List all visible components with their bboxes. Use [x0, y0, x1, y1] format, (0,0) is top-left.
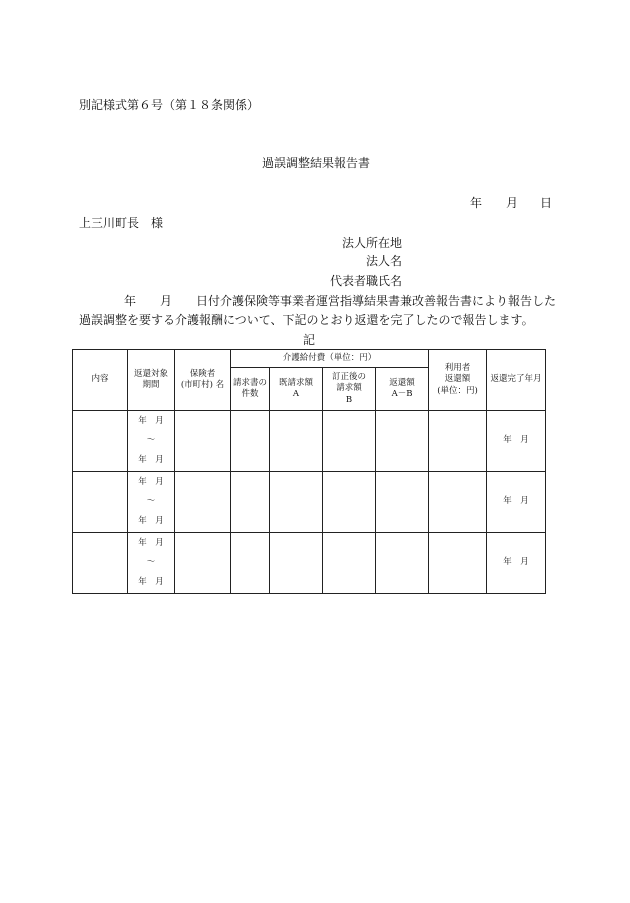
header-refund-amount	[376, 368, 429, 411]
body-text: 日付介護保険等事業者運営指導結果書兼改善報告書により報告した	[196, 294, 557, 308]
header-corrected-claim	[323, 368, 376, 411]
cell-period	[128, 533, 175, 594]
cell-claims-count	[231, 411, 270, 472]
cell-already-claimed	[270, 533, 323, 594]
cell-corrected-claim	[323, 411, 376, 472]
table-row	[73, 472, 546, 533]
header-care-fee-group: 介護給付費（単位：円）	[231, 350, 429, 368]
refund-table	[72, 349, 546, 594]
period-from: 年 月	[138, 416, 164, 426]
cell-completion: 年 月	[487, 533, 546, 594]
cell-period	[128, 411, 175, 472]
ki-label: 記	[303, 333, 316, 347]
cell-user-refund	[429, 533, 487, 594]
table-row	[73, 411, 546, 472]
body-line-2: 過誤調整を要する介護報酬について、下記のとおり返還を完了したので報告します。	[79, 313, 534, 327]
period-tilde: ～	[146, 496, 156, 507]
header-corrected-claim-line1: 訂正後の	[331, 371, 366, 382]
cell-claims-count	[231, 472, 270, 533]
header-claims-count-line1: 請求書の	[232, 377, 267, 388]
body-year: 年	[124, 294, 137, 308]
cell-user-refund	[429, 472, 487, 533]
date-month: 月	[506, 196, 519, 210]
period-from: 年 月	[138, 477, 164, 487]
cell-claims-count	[231, 533, 270, 594]
cell-completion: 年 月	[487, 411, 546, 472]
cell-already-claimed	[270, 472, 323, 533]
period-to: 年 月	[138, 576, 164, 587]
header-insurer	[175, 350, 231, 411]
cell-period	[128, 472, 175, 533]
header-claims-count-line2: 件数	[241, 389, 259, 399]
header-refund-amount-line1: 返還額	[389, 377, 415, 388]
header-user-refund	[429, 350, 487, 411]
cell-insurer	[175, 533, 231, 594]
cell-corrected-claim	[323, 472, 376, 533]
period-from: 年 月	[138, 538, 164, 548]
header-insurer-line2: (市町村) 名	[180, 380, 225, 390]
header-user-refund-line1: 利用者	[444, 362, 471, 373]
period-to: 年 月	[138, 454, 164, 465]
addressee: 上三川町長 様	[79, 216, 164, 230]
period-tilde: ～	[146, 435, 156, 446]
cell-content	[73, 533, 128, 594]
table-row	[73, 533, 546, 594]
header-user-refund-line3: (単位：円)	[437, 385, 478, 396]
header-corrected-claim-line3: B	[345, 394, 353, 405]
header-refund-amount-line2: A－B	[391, 389, 413, 399]
period-tilde: ～	[146, 557, 156, 568]
cell-insurer	[175, 411, 231, 472]
form-number: 別記様式第６号（第１８条関係）	[79, 98, 260, 112]
header-corrected-claim-line2: 請求額	[336, 383, 362, 394]
cell-refund-amount	[376, 533, 429, 594]
document-title: 過誤調整結果報告書	[262, 156, 371, 170]
representative-label: 代表者職氏名	[330, 274, 403, 288]
cell-insurer	[175, 472, 231, 533]
corp-address-label: 法人所在地	[342, 236, 403, 250]
header-insurer-line1: 保険者	[189, 368, 216, 379]
date-day: 日	[540, 196, 553, 210]
header-content: 内容	[73, 350, 128, 411]
date-year: 年	[470, 196, 483, 210]
body-month: 月	[160, 294, 173, 308]
period-to: 年 月	[138, 515, 164, 526]
cell-corrected-claim	[323, 533, 376, 594]
cell-content	[73, 411, 128, 472]
cell-refund-amount	[376, 472, 429, 533]
header-user-refund-line2: 返還額	[444, 374, 471, 385]
header-already-claimed-line2: A	[292, 389, 300, 399]
corp-name-label: 法人名	[366, 254, 403, 268]
cell-completion: 年 月	[487, 472, 546, 533]
cell-content	[73, 472, 128, 533]
header-already-claimed	[270, 368, 323, 411]
header-target-period	[128, 350, 175, 411]
header-claims-count	[231, 368, 270, 411]
header-refund-completion: 返還完了年月	[487, 350, 546, 411]
header-target-period-line2: 期間	[142, 380, 160, 390]
cell-already-claimed	[270, 411, 323, 472]
cell-user-refund	[429, 411, 487, 472]
header-already-claimed-line1: 既請求額	[278, 377, 313, 388]
cell-refund-amount	[376, 411, 429, 472]
header-target-period-line1: 返還対象	[133, 368, 168, 379]
